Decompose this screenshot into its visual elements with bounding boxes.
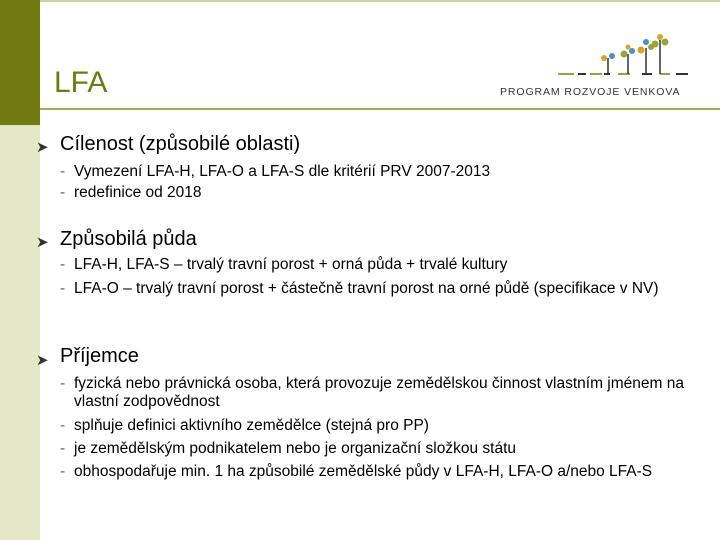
left-sidebar-accent xyxy=(0,0,40,125)
logo-text: PROGRAM ROZVOJE VENKOVA xyxy=(500,86,681,98)
title-divider xyxy=(40,108,720,110)
dash-bullet-icon: - xyxy=(60,256,66,273)
dash-bullet-icon: - xyxy=(60,280,66,297)
slide-title: LFA xyxy=(54,66,108,99)
tree-figures-icon xyxy=(500,34,690,84)
section-heading: Způsobilá půda xyxy=(60,228,197,250)
list-item-text: splňuje definici aktivního zemědělce (stejná pro PP) xyxy=(74,417,429,434)
program-logo xyxy=(500,34,690,100)
list-item-text: redefinice od 2018 xyxy=(74,184,202,201)
list-item-text: obhospodařuje min. 1 ha způsobilé zemědělské půdy v LFA-H, LFA-O a/nebo LFA-S xyxy=(74,463,653,480)
list-item xyxy=(60,375,690,411)
list-item-text: je zemědělským podnikatelem nebo je organizační složkou státu xyxy=(74,440,516,457)
list-item xyxy=(60,163,690,181)
dash-bullet-icon: - xyxy=(60,184,66,201)
list-item xyxy=(60,440,690,458)
arrow-bullet-icon: ➤ xyxy=(36,234,49,251)
section-heading: Cílenost (způsobilé oblasti) xyxy=(60,133,301,155)
list-item xyxy=(60,463,690,481)
list-item xyxy=(60,256,690,274)
dash-bullet-icon: - xyxy=(60,163,66,180)
list-item xyxy=(60,184,690,202)
list-item xyxy=(60,280,690,298)
list-item-text: Vymezení LFA-H, LFA-O a LFA-S dle kritérií PRV 2007-2013 xyxy=(74,163,491,180)
dash-bullet-icon: - xyxy=(60,375,66,392)
top-border xyxy=(40,0,720,2)
list-item-text: fyzická nebo právnická osoba, která provozuje zemědělskou činnost vlastním jménem na vlastní zodpovědnost xyxy=(74,375,684,410)
list-item-text: LFA-O – trvalý travní porost + částečně travní porost na orné půdě (specifikace v NV) xyxy=(74,280,659,297)
arrow-bullet-icon: ➤ xyxy=(36,139,49,156)
dash-bullet-icon: - xyxy=(60,417,66,434)
arrow-bullet-icon: ➤ xyxy=(36,352,49,369)
list-item-text: LFA-H, LFA-S – trvalý travní porost + orná půda + trvalé kultury xyxy=(74,256,508,273)
list-item xyxy=(60,417,690,435)
dash-bullet-icon: - xyxy=(60,440,66,457)
dash-bullet-icon: - xyxy=(60,463,66,480)
section-heading: Příjemce xyxy=(60,345,139,367)
